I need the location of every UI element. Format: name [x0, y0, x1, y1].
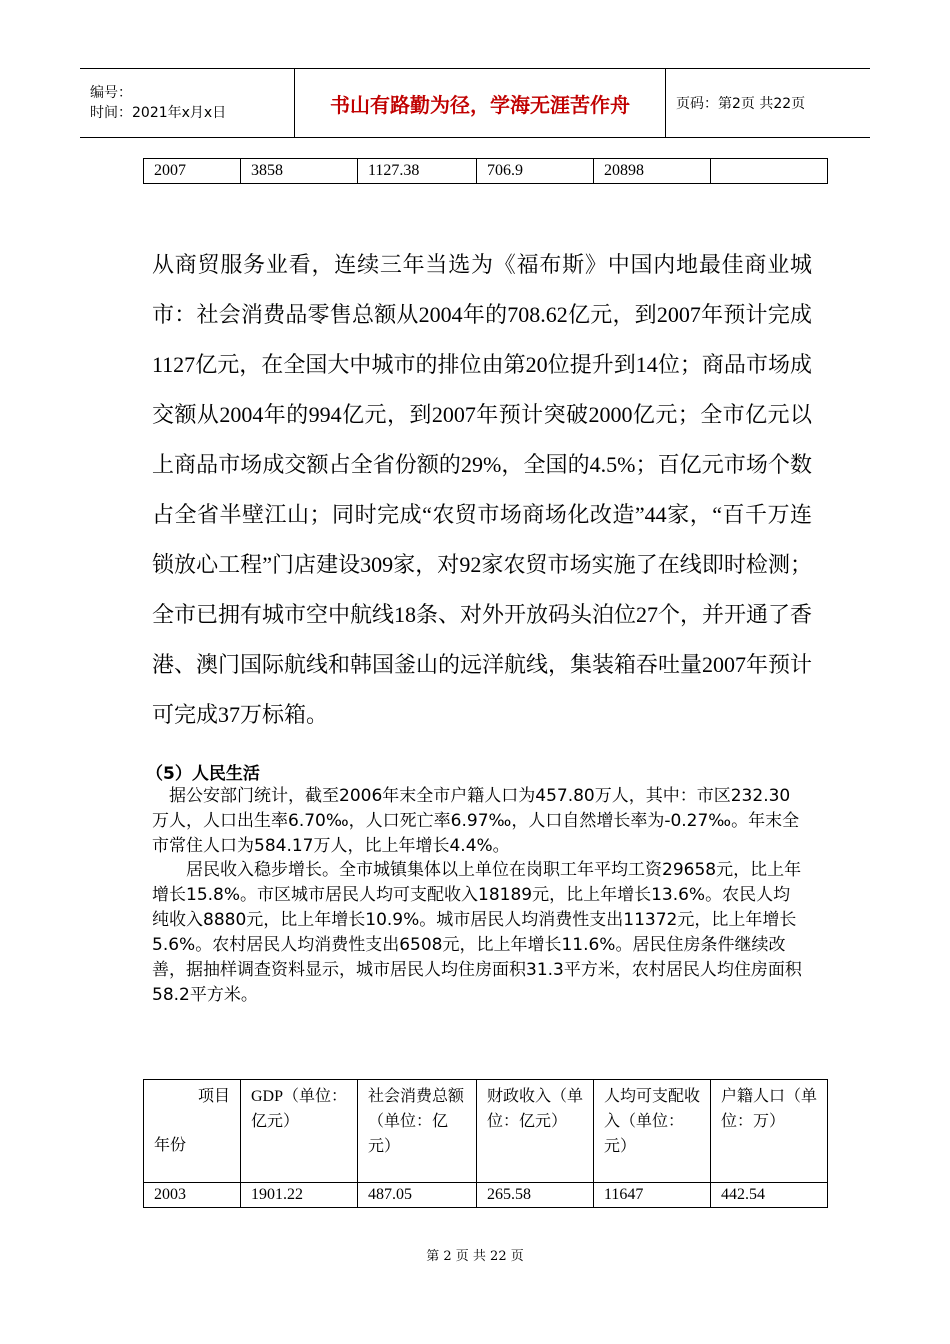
table-cell: 11647 — [594, 1183, 711, 1208]
column-header: 户籍人口（单位：万） — [711, 1080, 828, 1183]
table-row — [144, 1183, 828, 1208]
corner-item-label: 项目 — [197, 1088, 230, 1105]
commerce-paragraph — [152, 240, 812, 740]
table-cell: 3858 — [241, 159, 358, 184]
table-cell: 706.9 — [477, 159, 594, 184]
section-title: （5）人民生活 — [146, 764, 260, 784]
corner-year-label: 年份 — [154, 1137, 187, 1154]
table-cell — [711, 159, 828, 184]
column-header: 社会消费总额（单位：亿元） — [358, 1080, 477, 1183]
footer-page-number: 第 2 页 共 22 页 — [426, 1249, 524, 1264]
table-cell: 487.05 — [358, 1183, 477, 1208]
income-text: 居民收入稳步增长。全市城镇集体以上单位在岗职工年平均工资29658元，比上年增长15.8%。市区城市居民人均可支配收入18189元，比上年增长13.6%。农民人均纯收入8880元，比上年增长10.9%。城市居民人均消费性支出11372元，比上年增长5.6%。农村居民人均消费性支出6508元，比上年增长11.6%。居民住房条件继续改善，据抽样调查资料显示，城市居民人均住房面积31.3平方米，农村居民人均住房面积58.2平方米。 — [152, 860, 802, 1005]
motto-text: 书山有路勤为径，学海无涯苦作舟 — [330, 92, 630, 117]
page-footer — [0, 1245, 950, 1264]
commerce-text: 从商贸服务业看，连续三年当选为《福布斯》中国内地最佳商业城市：社会消费品零售总额从2004年的708.62亿元，到2007年预计完成1127亿元，在全国大中城市的排位由第20位提升到14位；商品市场成交额从2004年的994亿元，到2007年预计突破2000亿元；全市亿元以上商品市场成交额占全省份额的29%，全国的4.5%；百亿元市场个数占全省半壁江山；同时完成“农贸市场商场化改造”44家，“百千万连锁放心工程”门店建设309家，对92家农贸市场实施了在线即时检测；全市已拥有城市空中航线18条、对外开放码头泊位27个，并开通了香港、澳门国际航线和韩国釜山的远洋航线，集装箱吞吐量2007年预计可完成37万标箱。 — [152, 252, 813, 727]
table-row — [144, 159, 828, 184]
table-header-row — [144, 1080, 828, 1183]
table-cell: 1901.22 — [241, 1183, 358, 1208]
table-top-fragment — [143, 158, 828, 184]
table-cell: 20898 — [594, 159, 711, 184]
table-cell: 265.58 — [477, 1183, 594, 1208]
table-cell: 1127.38 — [358, 159, 477, 184]
statistics-table — [143, 1079, 828, 1208]
table-corner-cell — [144, 1080, 241, 1183]
page-header — [80, 68, 870, 138]
doc-number-label: 编号： — [90, 85, 132, 101]
doc-time-label: 时间：2021年x月x日 — [90, 105, 227, 121]
table-cell: 442.54 — [711, 1183, 828, 1208]
header-page-info — [666, 69, 870, 137]
header-meta — [80, 69, 295, 137]
population-paragraph — [152, 784, 802, 859]
column-header: 财政收入（单位：亿元） — [477, 1080, 594, 1183]
page-info-text: 页码：第2页 共22页 — [676, 96, 806, 112]
header-motto — [295, 69, 666, 137]
column-header: GDP（单位：亿元） — [241, 1080, 358, 1183]
table-cell: 2007 — [144, 159, 241, 184]
population-text: 据公安部门统计，截至2006年末全市户籍人口为457.80万人，其中：市区232.30万人，人口出生率6.70‰，人口死亡率6.97‰，人口自然增长率为-0.27‰。年末全市常住人口为584.17万人，比上年增长4.4%。 — [152, 786, 800, 856]
table-cell: 2003 — [144, 1183, 241, 1208]
column-header: 人均可支配收入（单位：元） — [594, 1080, 711, 1183]
income-paragraph — [152, 858, 802, 1008]
